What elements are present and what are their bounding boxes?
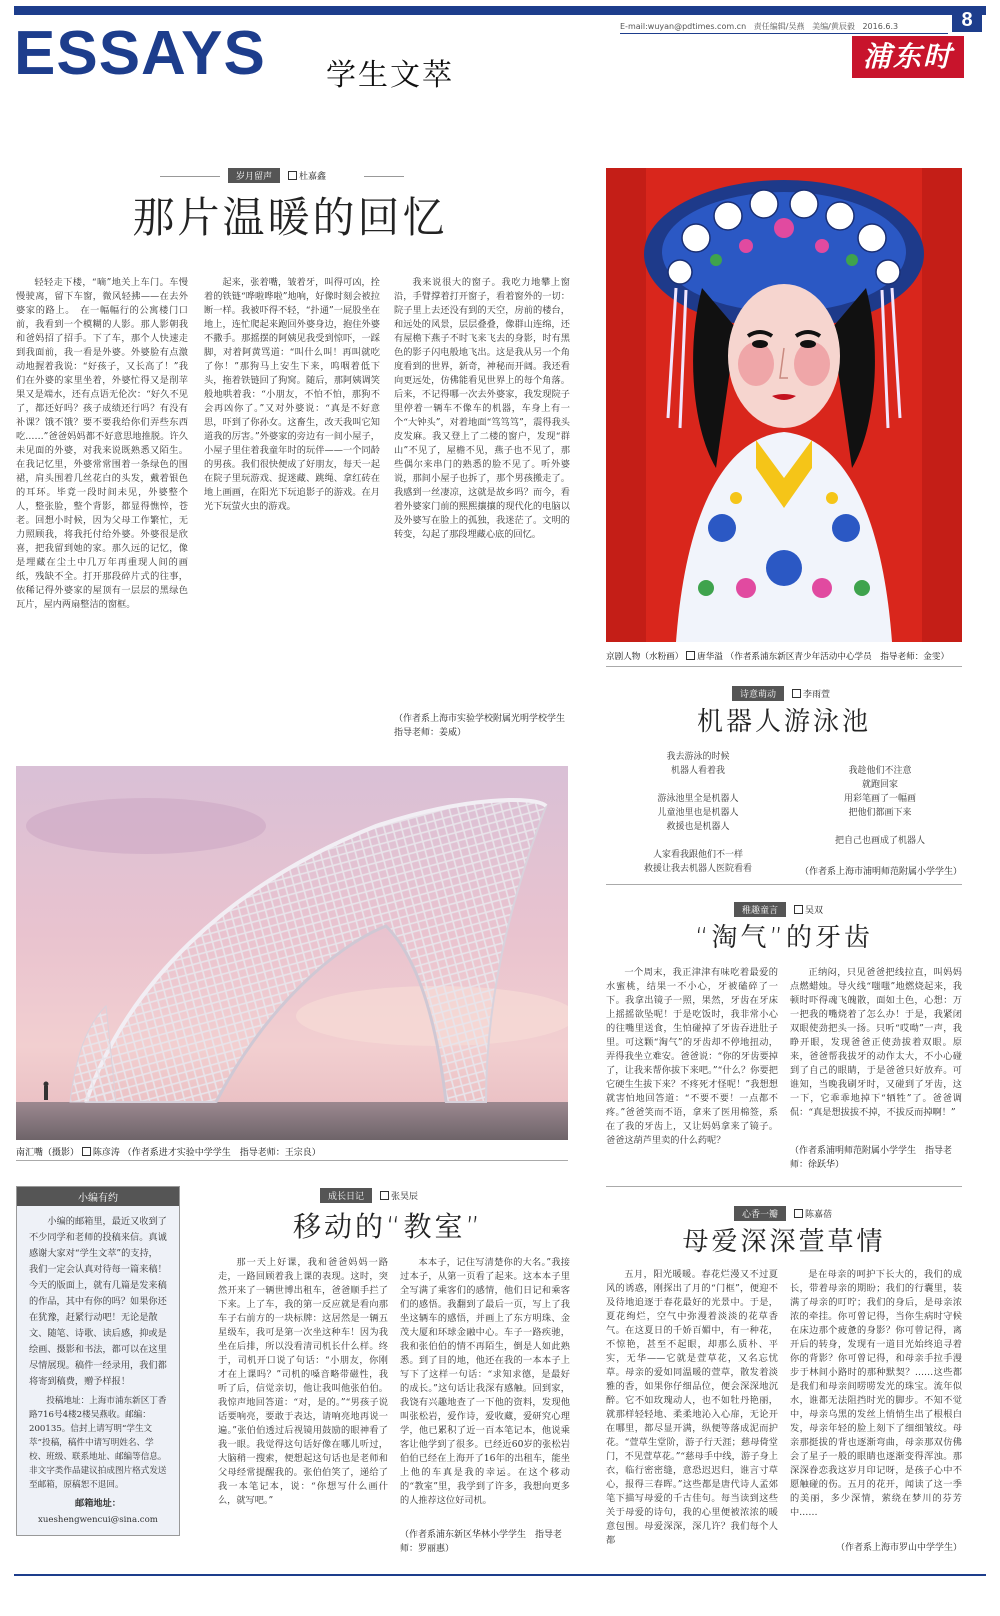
article1-column-2 [204, 276, 380, 736]
poem-line: 人家看我跟他们不一样 [652, 850, 743, 860]
poem-byline: （作者系上海市浦明师范附属小学学生） [799, 867, 962, 877]
article1-text-3: 我来说很大的窗子。我吃力地攀上窗沿，手臂撑着打开窗子，看着窗外的一切：院子里上去还没有到的天空，房前的楼台，和远处的风景，层层叠叠，像群山连绵，还有屋檐下燕子不时飞来飞去的身影，时有黑色的影子闪电般地飞出。这是我从另一个角度看到的世界，新奇，神秘而开阔。我还看向更远处，仿佛能看见世界上的每个角落。后来，不记得哪一次去外婆家，我发现院子里停着一辆车不像车的机器，车身上有一个“大钟头”，对着地面“笃笃笃”，震得我头皮发麻。我又登上了二楼的窗户，发现“群山”不见了，屋檐不见，燕子也不见了，那些偶尔来串门的熟悉的脸不见了。听外婆说，那间小屋子也拆了，那个男孩搬走了。我感到一丝凄凉，这就是故乡吗？而今，看着外婆家门前的熙熙攘攘的现代化的电脑以及外婆写在脸上的孤独，我迷茫了。文明的转变，勾起了那段埋藏心底的回忆。 [394, 277, 570, 540]
poem-spacer [800, 820, 960, 834]
poem-line: 就跑回家 [861, 780, 898, 790]
article1-text-1: 轻轻走下楼，“嘀”地关上车门。车慢慢驶离，留下车窗，微风轻拂——在去外婆家的路上。 在一幅幅行的公寓楼门口前，我看到一个模糊的人影。那人影朝我和爸妈招了招手。下了车，那个人快速走到我面前，我一看是外婆。外婆脸有点激动地握着我说：“好孩子，又长高了！”我们在外婆的家里坐着，外婆忙得又是削苹果又是端水，还有点语无伦次：“好久不见了，都还好吗？孩子成绩还行吗？有没有补课？饿不饿？要不要我给你们弄些东西吃……”爸爸妈妈都不好意思地推脱。许久未见面的外婆，对我来说既熟悉又陌生。在我记忆里，外婆常常围着一条绿色的围裙，肩头围着几丝花白的头发，戴着银色的耳环。毕竟一段时间未见，外婆整个人，整张脸，整个背影，都显得憔悴，苍老。回想小时候，因为父母工作繁忙，无力照顾我，将我托付给外婆。外婆很是欣喜，把我留到她的家。那久远的记忆，像是埋藏在尘土中几万年再重现人间的画纸，残缺不全。打开那段碎片式的往事，依稀记得外婆家的屋顶有一层层的黑绿色瓦片，屋内两扇整洁的窗框。 [16, 277, 188, 610]
editor-note-email[interactable]: xueshengwencui@sina.com [38, 1515, 158, 1525]
poem-left-stanza [618, 750, 778, 876]
poem-tag: 诗意萌动 [732, 686, 784, 701]
article2-byline: （作者系浦明师范附属小学学生 指导老师：徐跃华） [790, 1146, 953, 1170]
article2-column-1 [606, 966, 778, 1176]
painting-rule [606, 666, 962, 667]
article1-tag: 岁月留声 [228, 168, 280, 183]
painting-title: 京剧人物（水粉画） [606, 652, 684, 662]
article1-column-1 [16, 276, 188, 736]
article3-text-1: 那一天上好课，我和爸爸妈妈一路走，一路回顾着我上课的表现。这时，突然开来了一辆世博出租车，爸爸顺手拦了下来。上了车，我的第一反应就是看向那车子右前方的一块标牌：这居然是一辆五星级车，我可是第一次坐这种车！因为我坐在后排，所以没看清司机长什么样。终于，司机开口说了句话：“小朋友，你刚才在上课吗？”司机的嗓音略带磁性，我听了后，信觉亲切，他让我叫他张伯伯。我惊声地回答道：“对，是的。”“男孩子说话要响亮，要敢于表达，请响亮地再说一遍。”张伯伯透过后视镜用鼓励的眼神看了我一眼。我觉得这句话好像在哪儿听过，大脑稍一搜索，便想起这句话也是老师和父母经常提醒我的。张伯伯笑了，递给了我一本笔记本，说：“你想写什么画什么，就写吧。” [218, 1257, 388, 1506]
article4-column-1 [606, 1268, 778, 1558]
article2-column-2 [790, 966, 962, 1138]
article3-byline: （作者系浦东新区华林小学学生 指导老师：罗丽惠） [400, 1530, 563, 1554]
editor-note-text: 小编的邮箱里，最近又收到了不少同学和老师的投稿来信。真诚感谢大家对“学生文萃”的支持，我们一定会认真对待每一篇来稿！今天的版面上，就有几篇是发来稿的作品，其中有你的吗？如果你还在犹豫，赶紧行动吧！无论是散文、随笔、诗歌、读后感，抑或是绘画、摄影和书法，都可以在这里尽情展现。稿件一经录用，我们都将寄到稿费，赠予样报！ [29, 1216, 167, 1387]
newspaper-logo: 浦东时报 [852, 36, 964, 78]
article1-author: 杜嘉鑫 [288, 169, 326, 182]
article1-tagline [228, 168, 326, 183]
header-info [620, 21, 898, 32]
photo1-title: 南汇嘴（摄影） [16, 1148, 80, 1158]
tag-rule [364, 176, 404, 177]
article4-author: 陈嘉蓓 [794, 1207, 832, 1220]
article4-tagline [734, 1206, 832, 1221]
header-art-editor: 美编/黄辰毅 [812, 22, 855, 31]
article3-text-2: 本本子，记住写清楚你的大名。”我接过本子，从第一页看了起来。这本本子里全写满了乘客们的感情，他们日记和乘客们的感悟。我翻到了最后一页，写上了我坐这辆车的感悟，并画上了东方明珠、金茂大厦和环球金融中心。车子一路疾驰，我和张伯伯的情不再陌生，倒是人如此熟悉。到了目的地，他还在我的一本本子上写下了这样一句话：“求知求德，是最好的成长。”这句话让我深有感触。回到家，我饶有兴趣地查了一下他的资料，发现他叫张松岩，爱作诗，爱收藏，爱研究心理学，他已累积了近一百本笔记本，他说乘客让他学到了很多。已经近60岁的张松岩伯伯已经在上海开了16年的出租车，能坐上他的车真是我的幸运。在这个移动的“教室”里，我学到了许多，我想向更多的人推荐这位好司机。 [400, 1257, 570, 1506]
tag-rule [160, 176, 220, 177]
bottom-rule [14, 1574, 986, 1576]
painting-author: 唐华溢 [686, 652, 723, 662]
poem-line: 机器人看着我 [670, 766, 725, 776]
article3-author: 张昊辰 [380, 1189, 418, 1202]
poem-line: 我去游泳的时候 [666, 752, 730, 762]
article3-column-2 [400, 1256, 570, 1524]
section-title: 学生文萃 [326, 58, 454, 93]
poem-spacer [618, 834, 778, 848]
painting-info: （作者系浦东新区青少年活动中心学员 指导老师：金雯） [725, 652, 950, 662]
editor-note-box [16, 1186, 180, 1536]
article4-byline: （作者系上海市罗山中学学生） [835, 1543, 962, 1553]
article3-tag: 成长日记 [320, 1188, 372, 1203]
poem-spacer [618, 778, 778, 792]
article2-title: “淘气”的牙齿 [695, 923, 873, 953]
poem-rule [606, 884, 962, 885]
poem-line: 儿童池里也是机器人 [657, 808, 739, 818]
article1-title: 那片温暖的回忆 [132, 193, 448, 242]
header-email[interactable]: E-mail:wuyan@pdtimes.com.cn [620, 22, 747, 31]
photo1-info: （作者系进才实验中学学生 指导老师：王宗良） [122, 1148, 321, 1158]
poem-line: 救援也是机器人 [666, 822, 730, 832]
photo1-author: 陈彦涛 [82, 1148, 120, 1158]
photo1-caption [16, 1145, 321, 1158]
article2-author: 吴双 [794, 903, 823, 916]
header-date: 2016.6.3 [862, 22, 899, 31]
top-rule [14, 6, 986, 15]
article4-column-2 [790, 1268, 962, 1534]
opera-painting [606, 168, 962, 642]
poem-title: 机器人游泳池 [696, 707, 871, 737]
editor-note-body [17, 1206, 179, 1536]
painting-caption [606, 650, 949, 662]
article2-tag: 稚趣童言 [734, 902, 786, 917]
article4-text-2: 是在母亲的呵护下长大的，我们的成长，带着母亲的期盼；我们的行囊里，装满了母亲的叮咛；我们的身后，是母亲浓浓的牵挂。你可曾记得，当你生病时守候在床边那个疲惫的身影？你可曾记得，离开后的转身，发现有一道目光始终追寻着你的背影？你可曾记得，和母亲手拉手漫步于林间小路时的那种默契？……这些都是我们和母亲间唠唠发光的珠宝。流年似水，谁都无法阻挡时光的脚步。不知不觉中，母亲乌黑的发丝上悄悄生出了根根白发，母亲年轻的脸上刻下了细细皱纹。母亲那挺拔的背也逐渐弯曲，母亲那双仿佛会了星子一般的眼睛也逐渐变得浑浊。那深深眷恋我这岁月印记呀，是孩子心中不愿触碰的伤。五月的花开，闻读了这一季的美丽，多少深情，萦绕在梦川的芬芳中…… [790, 1269, 962, 1518]
article2-rule [606, 1186, 962, 1187]
article3-column-1 [218, 1256, 388, 1556]
poem-line: 把他们都画下来 [848, 808, 912, 818]
page-number: 8 [952, 8, 982, 32]
article2-tagline [734, 902, 823, 917]
poem-tagline [732, 686, 830, 701]
article1-text-2: 起来，张着嘴，皱着牙，叫得可凶，拴着的铁链“哗啦哗啦”地响，好像时刻会被拉断一样。我被吓得不轻，“扑通”一屁股坐在地上，连忙爬起来跑回外婆身边，抱住外婆不撒手。那摇摆的阿姨见我受到惊吓，一踩脚，对着阿黄骂道：“叫什么叫！再叫就吃了你！”那狗马上安生下来，呜咽着低下头，拖着铁链回了狗窝。随后，那阿姨调笑般地哄着我：“小朋友，不怕不怕，那狗不会再凶你了。”又对外婆说：“真是不好意思，吓到了你孙女。这畜生，改天我叫它知道我的厉害。”外婆家的旁边有一间小屋子，小屋子里住着我童年时的玩伴——一个同龄的男孩。我们很快便成了好朋友，每天一起在院子里玩游戏、捉迷藏、跳绳、拿红砖在地上画画，在阳光下玩追影子的游戏。在月光下玩萤火虫的游戏。 [204, 277, 380, 512]
poem-line: 我趁他们不注意 [848, 766, 912, 776]
nanhui-photo [16, 766, 568, 1140]
poem-line: 游泳池里全是机器人 [657, 794, 739, 804]
editor-note-title: 小编有约 [17, 1187, 179, 1206]
poem-line: 用彩笔画了一幅画 [843, 794, 916, 804]
editor-note-email-label: 邮箱地址： [75, 1498, 121, 1509]
article4-tag: 心香一瓣 [734, 1206, 786, 1221]
article4-title: 母爱深深萱草情 [682, 1227, 886, 1257]
header-divider [620, 33, 948, 34]
header-editor: 责任编辑/吴燕 [753, 22, 805, 31]
photo1-rule [16, 1160, 568, 1161]
editor-note-address: 投稿地址：上海市浦东新区丁香路716号4楼2楼吴燕收。邮编：200135。信封上请写明“学生文萃”投稿，稿件中请写明姓名、学校、班级、联系地址、邮编等信息。非文字类作品建议拍成图片格式发送至邮箱，原稿恕不退回。 [29, 1396, 167, 1490]
article3-tagline [320, 1188, 418, 1203]
article4-text-1: 五月，阳光暖暖。春花烂漫又不过夏风的诱惑，刚探出了月的“门框”，便迎不及待地追逐于春花最好的光景中。于是，夏花绚烂，空气中弥漫着淡淡的花草香气。在这夏日的千娇百媚中，有一种花，不惊艳，甚至不起眼，却那么质朴、平实，无华——它就是萱草花，又名忘忧草。母亲的爱如同温暖的萱草，散发着淡雅的香，如果你仔细品位，便会深深地沉醉。它不如玫瑰动人，也不如牡丹艳丽，就那样轻轻地、柔柔地沁入心扉，无论开在哪里，都尽显开满，纵便等落成泥而护花。“萱草生堂阶，游子行天涯；慈母倚堂门，不见萱草花。”“慈母手中线，游子身上衣，临行密密缝，意恐迟迟归，谁言寸草心，报得三春晖。”这些都是唐代诗人孟郊笔下描写母爱的千古佳句。每当读到这些关于母爱的诗句，我的心里便被浓浓的暖意包围。母爱深深，深几许？我们每个人都 [606, 1269, 778, 1546]
poem-right-stanza [800, 764, 960, 848]
nanhui-photo-image [16, 766, 568, 1140]
masthead: ESSAYS [14, 19, 266, 88]
opera-painting-image [606, 168, 962, 642]
poem-line: 救援让我去机器人医院看看 [643, 864, 752, 874]
poem-line: 把自己也画成了机器人 [834, 836, 925, 846]
poem-author: 李雨萱 [792, 687, 830, 700]
article2-text-1: 一个周末，我正津津有味吃着最爱的水蜜桃，结果一不小心，牙被磕碎了一下。我拿出镜子一照，果然，牙齿在牙床上摇摇欲坠呢！于是吃饭时，我非常小心的往嘴里送食，生怕碰掉了牙齿吞进肚子里。可这颗“淘气”的牙齿却不停地扭动，弄得我坐立难安。爸爸说：“你的牙齿要掉了，让我来帮你拔下来吧。”“什么？你要把它硬生生拔下来？不疼死才怪呢！”我想想就害怕地回答道：“不要不要！一点都不疼。”爸爸笑而不语，拿来了医用棉签，系在了我的牙齿上，又让妈妈拿来了镜子。爸爸这葫芦里卖的什么药呢？ [606, 967, 778, 1146]
article3-title: 移动的“教室” [292, 1210, 483, 1243]
article1-column-3 [394, 276, 570, 708]
article1-byline: （作者系上海市实验学校附属光明学校学生 指导老师：姜威） [394, 714, 575, 738]
article2-text-2: 正纳闷，只见爸爸把线拉直，叫妈妈点燃蜡烛。导火线“嗤嗤”地燃烧起来，我顿时吓得魂飞魄散，面如土色，心想：万一把我的嘴烧着了怎么办！于是，我紧闭双眼使劲把头一扬。只听“哎呦”一声，我睁开眼，发现爸爸正使劲拔着双眼。原来，爸爸帮我拔牙的动作太大，不小心碰到了自己的眼睛，于是爸爸只好放弃。可谁知，当晚我刷牙时，又碰到了牙齿，这一下，它乖乖地掉下“牺牲”了。爸爸调侃：“真是想拔拔不掉，不拔反而掉啊！” [790, 967, 962, 1118]
